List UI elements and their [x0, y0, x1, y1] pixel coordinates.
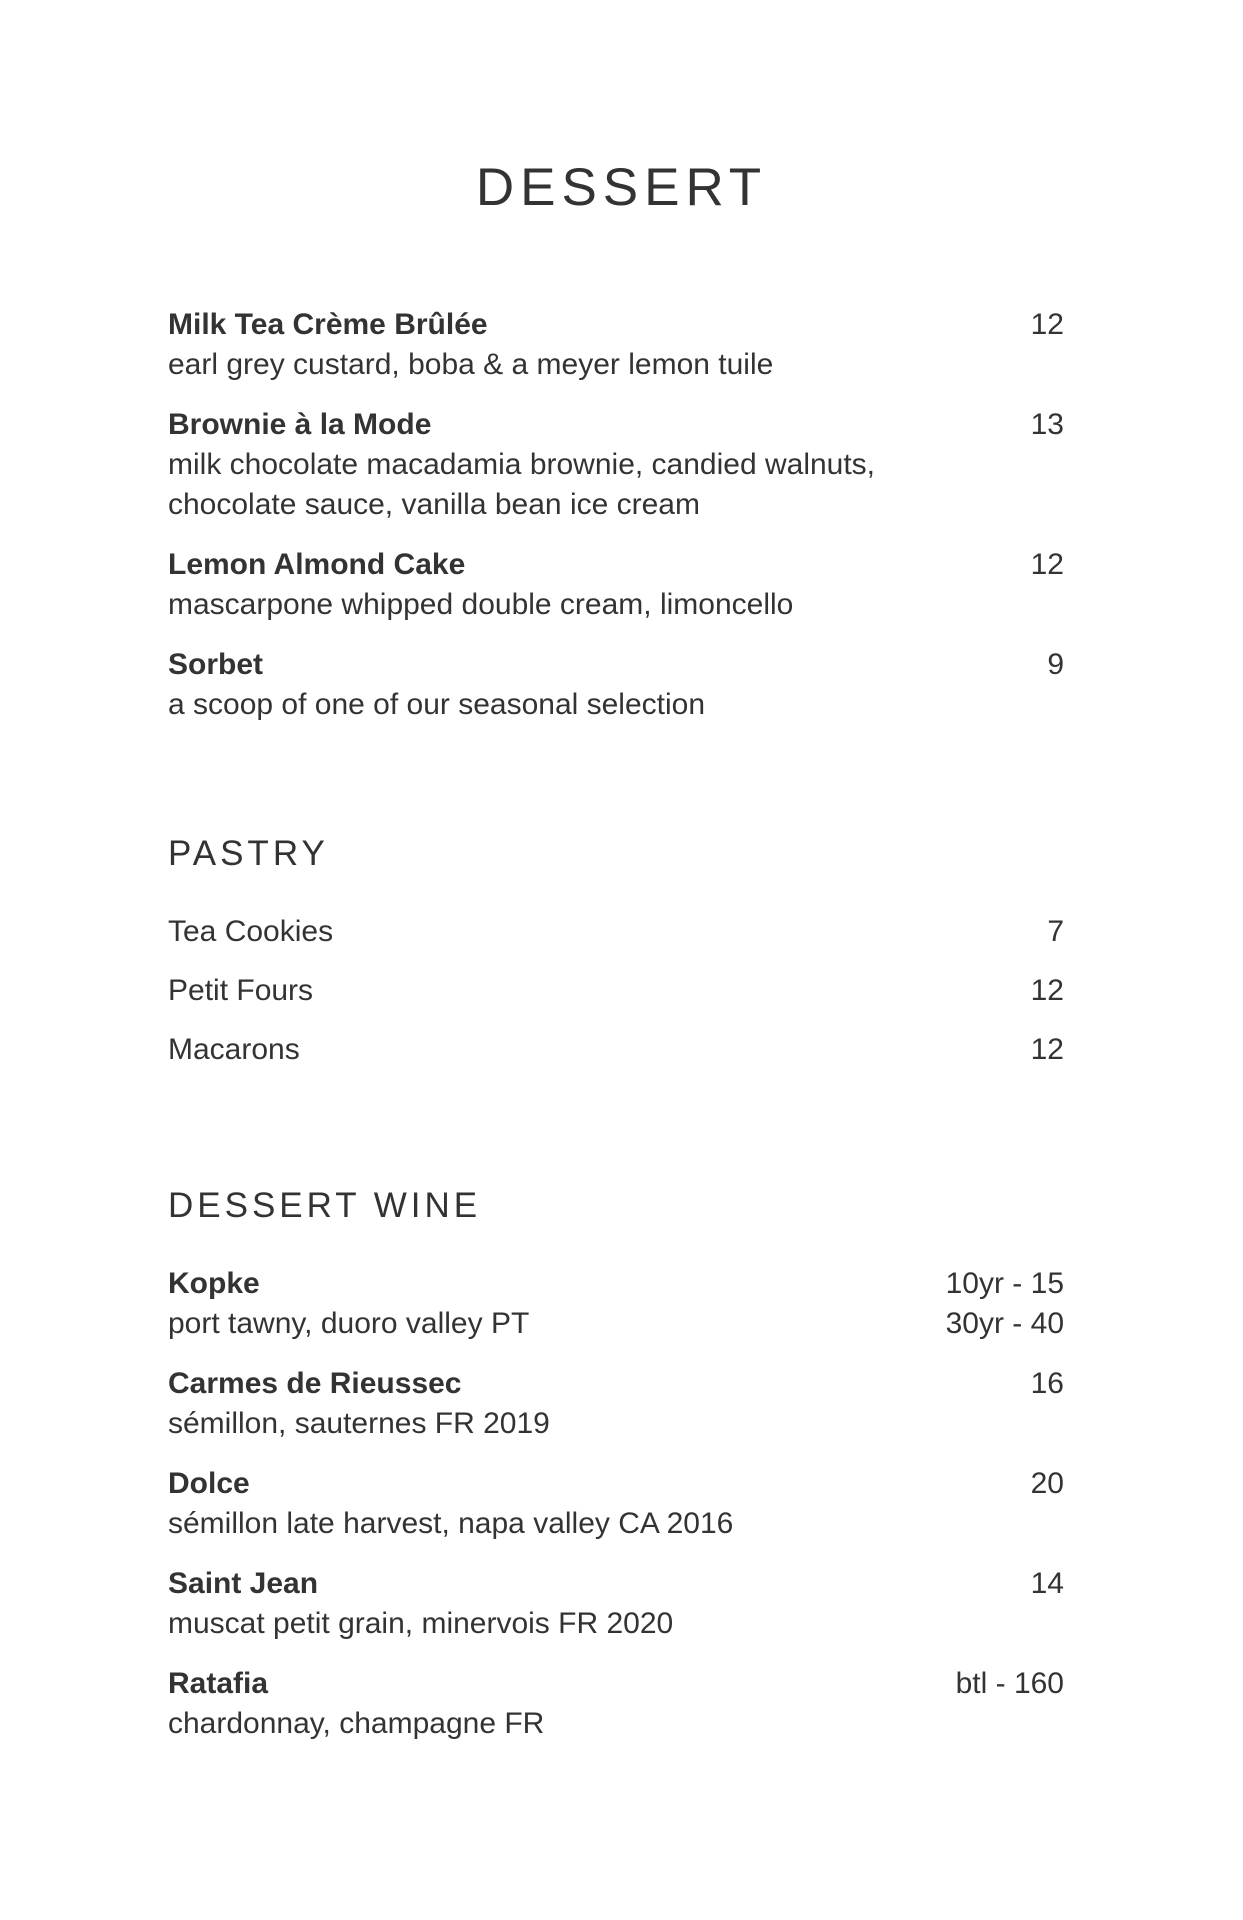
- pastry-name: Petit Fours: [168, 974, 314, 1007]
- wine-item: [168, 1564, 1064, 1644]
- dessert-price: 13: [1030, 408, 1064, 441]
- pastry-heading: PASTRY: [168, 834, 329, 873]
- dessert-description: earl grey custard, boba & a meyer lemon tuile: [168, 348, 774, 381]
- wine-description: sémillon late harvest, napa valley CA 2016: [168, 1507, 734, 1540]
- dessert-item: [168, 645, 1064, 725]
- pastry-price: 7: [1047, 915, 1064, 948]
- dessert-name: Brownie à la Mode: [168, 408, 432, 441]
- wine-description: chardonnay, champagne FR: [168, 1707, 545, 1740]
- dessert-name: Sorbet: [168, 648, 264, 681]
- wine-item: [168, 1364, 1064, 1444]
- page-title: DESSERT: [475, 158, 768, 217]
- wine-name: Dolce: [168, 1467, 250, 1500]
- dessert-item: [168, 545, 1064, 625]
- dessert-item: [168, 305, 1064, 385]
- wine-name: Ratafia: [168, 1667, 269, 1700]
- dessert-description: a scoop of one of our seasonal selection: [168, 688, 706, 721]
- wine-price: 10yr - 15: [945, 1267, 1064, 1300]
- wine-price: 14: [1030, 1567, 1064, 1600]
- dessert-price: 9: [1047, 648, 1064, 681]
- dessert-section: [168, 305, 1064, 725]
- pastry-price: 12: [1030, 974, 1064, 1007]
- dessert-item: [168, 405, 1064, 525]
- wine-description: sémillon, sauternes FR 2019: [168, 1407, 550, 1440]
- wine-item: [168, 1464, 1064, 1544]
- wine-name: Saint Jean: [168, 1567, 319, 1600]
- pastry-name: Macarons: [168, 1033, 300, 1066]
- dessert-description: mascarpone whipped double cream, limoncello: [168, 588, 794, 621]
- wine-price: 16: [1030, 1367, 1064, 1400]
- pastry-price: 12: [1030, 1033, 1064, 1066]
- wine-item: [168, 1664, 1064, 1744]
- wine-name: Carmes de Rieussec: [168, 1367, 462, 1400]
- pastry-name: Tea Cookies: [168, 915, 334, 948]
- wine-description: port tawny, duoro valley PT: [168, 1307, 530, 1340]
- wine-description: muscat petit grain, minervois FR 2020: [168, 1607, 674, 1640]
- dessert-description: chocolate sauce, vanilla bean ice cream: [168, 488, 700, 521]
- dessert-description: milk chocolate macadamia brownie, candied walnuts,: [168, 448, 876, 481]
- pastry-section: [168, 832, 1064, 1070]
- wine-price: btl - 160: [955, 1667, 1064, 1700]
- pastry-item: [168, 912, 1064, 952]
- wine-price: 20: [1030, 1467, 1064, 1500]
- dessert-price: 12: [1030, 548, 1064, 581]
- wine-item: [168, 1264, 1064, 1344]
- dessert-price: 12: [1030, 308, 1064, 341]
- dessert-wine-section: [168, 1184, 1064, 1744]
- pastry-item: [168, 971, 1064, 1011]
- wine-name: Kopke: [168, 1267, 260, 1300]
- dessert-wine-heading: DESSERT WINE: [168, 1186, 482, 1225]
- pastry-item: [168, 1030, 1064, 1070]
- dessert-name: Milk Tea Crème Brûlée: [168, 308, 488, 341]
- wine-price-secondary: 30yr - 40: [945, 1307, 1064, 1340]
- dessert-name: Lemon Almond Cake: [168, 548, 466, 581]
